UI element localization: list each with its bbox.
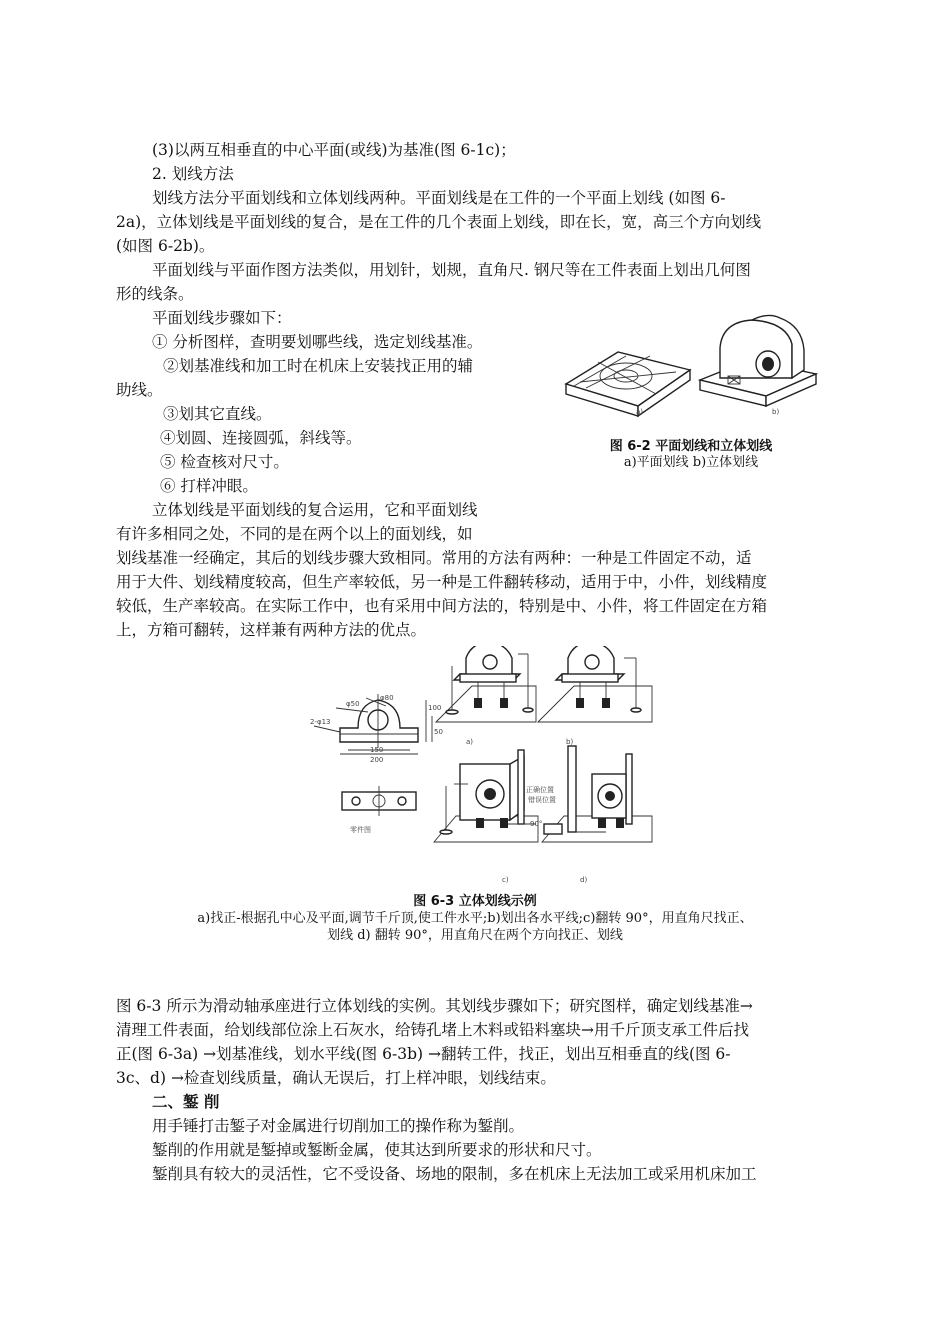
figure-6-3-subcaption-line2: 划线 d) 翻转 90°，用直角尺在两个方向找正、划线 [327,928,623,943]
figure-6-3-illustration [306,646,664,890]
step-item: ③划其它直线。 [163,405,272,423]
step-item: ⑤ 检查核对尺寸。 [160,453,289,471]
step-item: ① 分析图样，查明要划哪些线，选定划线基准。 [152,333,483,351]
paragraph-line: 较低，生产率较高。在实际工作中，也有采用中间方法的，特别是中、小件，将工件固定在方箱 [116,597,768,615]
text-wrong-position: 错误位置 [528,796,556,804]
figure-6-3-subcaption-line1: a)找正-根据孔中心及平面,调节千斤顶,使工件水平;b)划出各水平线;c)翻转 90°，用直角尺找正、 [197,911,753,926]
panel-a-drawing [436,646,536,746]
figure-6-3-label-a: a) [466,738,474,746]
part-drawing [310,694,443,834]
section-heading-marking-method: 2. 划线方法 [152,165,234,183]
figure-6-2-subcaption: a)平面划线 b)立体划线 [623,455,759,470]
figure-6-2-caption: 图 6-2 平面划线和立体划线 [609,439,773,454]
paragraph-line: 平面划线步骤如下： [152,309,292,327]
paragraph-line: 形的线条。 [116,285,194,303]
figure-6-3-caption: 图 6-3 立体划线示例 [413,894,537,909]
dim-holes-label: 2-φ13 [310,718,331,726]
figure-6-2-label-a: a) [636,408,644,416]
paragraph-line: 划线基准一经确定，其后的划线步骤大致相同。常用的方法有两种：一种是工件固定不动，适 [116,549,752,567]
figure-6-3-label-d: d) [580,876,588,884]
panel-b-drawing [538,646,652,746]
step-item: 助线。 [116,381,163,399]
part-drawing-label: 零件图 [350,826,371,834]
paragraph-line: 3c、d) →检查划线质量，确认无误后，打上样冲眼，划线结束。 [116,1069,556,1087]
paragraph-line: 用于大件、划线精度较高，但生产率较低，另一种是工件翻转移动，适用于中，小件，划线精度 [116,573,768,591]
paragraph-line: 用手锤打击錾子对金属进行切削加工的操作称为錾削。 [152,1117,525,1135]
section-heading-chiseling: 二、錾 削 [152,1092,220,1111]
dim-r2-label: φ80 [380,694,394,702]
panel-c-drawing [434,750,556,884]
dim-h2-label: 100 [428,704,442,712]
dim-r1-label: φ50 [346,700,360,708]
bearing-block-drawing [700,315,816,406]
paragraph-line: 2a)，立体划线是平面划线的复合，是在工件的几个表面上划线，即在长，宽，高三个方向划线 [116,213,762,231]
paragraph-line: 清理工件表面，给划线部位涂上石灰水，给铸孔堵上木料或铅料塞块→用千斤顶支承工件后找 [116,1021,749,1039]
paragraph-line: 正(图 6-3a) →划基准线，划水平线(图 6-3b) →翻转工件，找正，划出互相垂直的线(图 6- [116,1045,731,1063]
paragraph-line: 有许多相同之处，不同的是在两个以上的面划线，如 [116,525,473,543]
figure-6-2-illustration [560,312,822,424]
figure-6-3-label-b: b) [566,738,574,746]
paragraph-line: (如图 6-2b)。 [116,237,215,255]
dim-inner-label: 150 [370,746,384,754]
dim-h1-label: 50 [434,728,443,736]
plate-drawing [566,352,690,416]
step-item: ④划圆、连接圆弧，斜线等。 [160,429,362,447]
paragraph-base-3: (3)以两互相垂直的中心平面(或线)为基准(图 6-1c)； [152,141,516,159]
paragraph-line: 上，方箱可翻转，这样兼有两种方法的优点。 [116,621,427,639]
paragraph-line: 平面划线与平面作图方法类似，用划针，划规，直角尺. 钢尺等在工件表面上划出几何图 [152,261,751,279]
paragraph-line: 錾削具有较大的灵活性，它不受设备、场地的限制，多在机床上无法加工或采用机床加工 [152,1165,757,1183]
paragraph-line: 图 6-3 所示为滑动轴承座进行立体划线的实例。其划线步骤如下；研究图样，确定划线基准→ [116,997,753,1015]
figure-6-2-label-b: b) [772,408,780,416]
dim-outer-label: 200 [370,756,384,764]
step-item: ⑥ 打样冲眼。 [160,477,258,495]
paragraph-line: 錾削的作用就是錾掉或錾断金属，使其达到所要求的形状和尺寸。 [152,1141,602,1159]
panel-d-drawing [542,746,652,884]
text-correct-position: 正确位置 [526,786,554,794]
figure-6-3-label-c: c) [502,876,509,884]
text-angle: 90° [530,820,543,828]
paragraph-line: 划线方法分平面划线和立体划线两种。平面划线是在工件的一个平面上划线 (如图 6- [152,189,726,207]
paragraph-line: 立体划线是平面划线的复合运用，它和平面划线 [152,501,478,519]
step-item: ②划基准线和加工时在机床上安装找正用的辅 [163,357,474,375]
